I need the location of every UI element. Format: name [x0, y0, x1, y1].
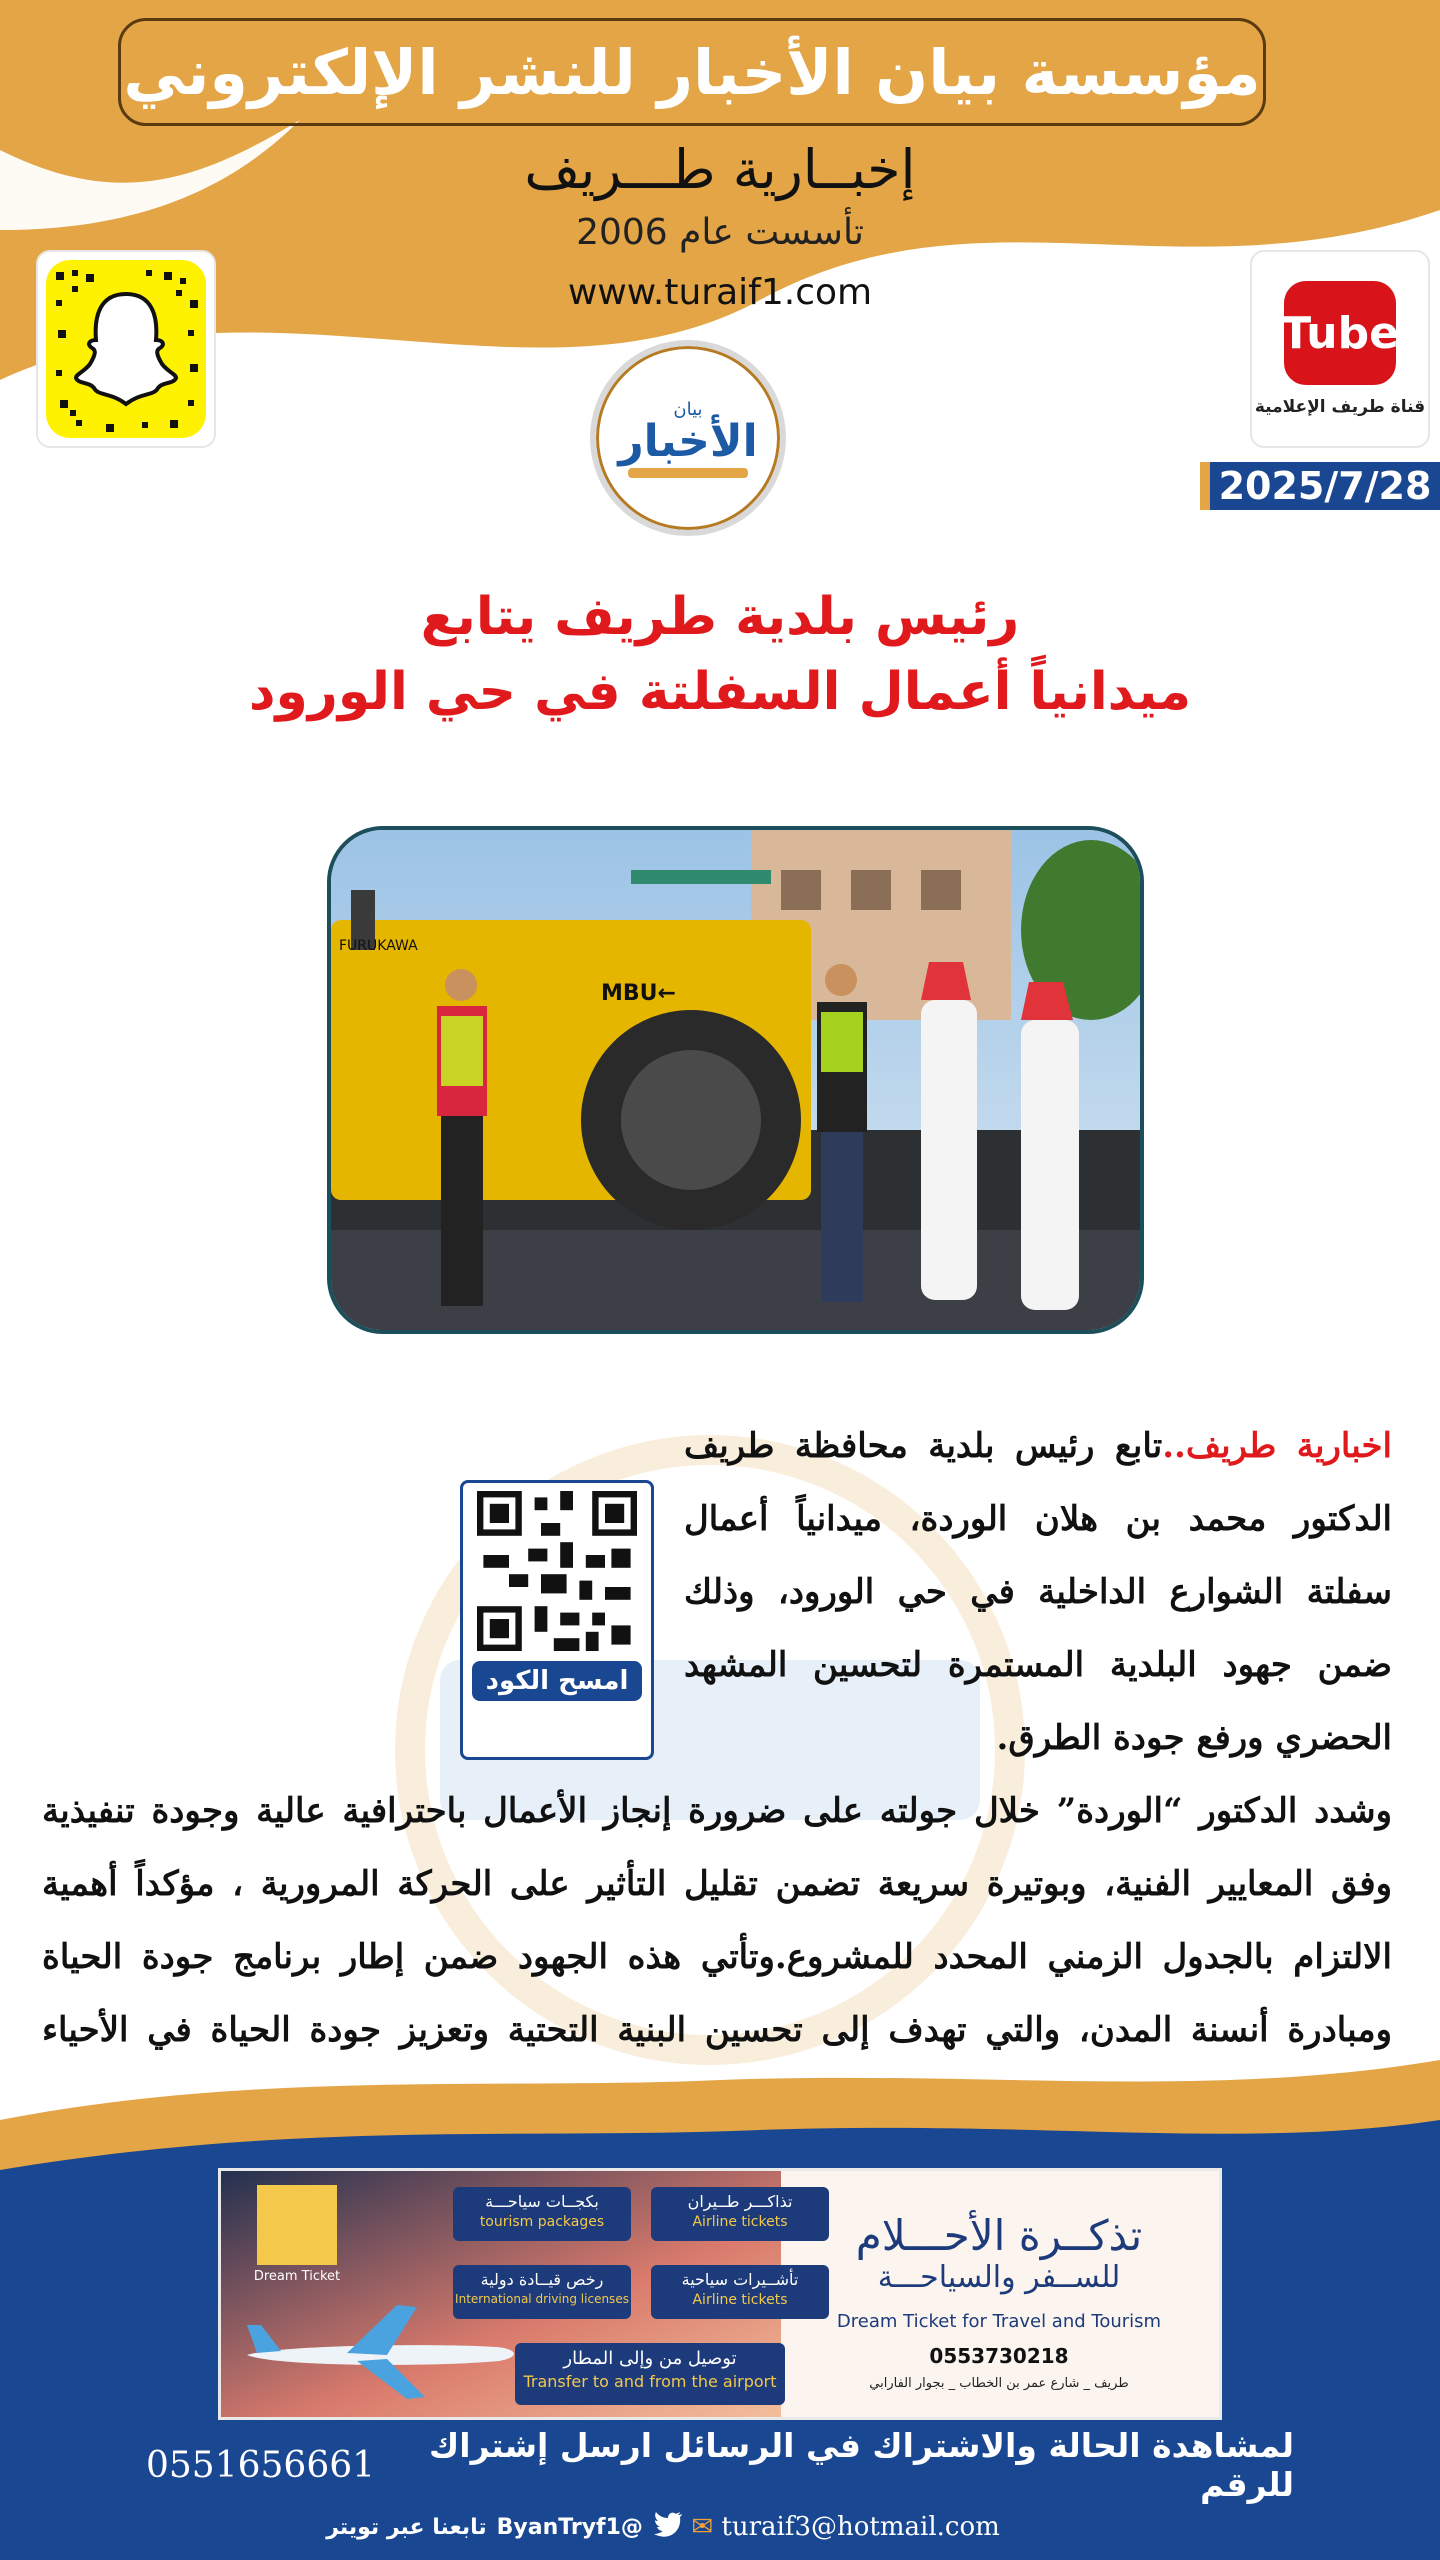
youtube-icon: Tube [1284, 281, 1396, 385]
service-airline-tickets: تذاكـــر طــيران Airline tickets [651, 2187, 829, 2241]
ad-snapchat-icon [257, 2185, 337, 2265]
ad-brand-sub: للســفر والسياحـــة [877, 2260, 1121, 2295]
article-paragraph-2: وشدد الدكتور “الوردة” خلال جولته على ضرورة إنجاز الأعمال باحترافية عالية وجودة تنفيذية وفق المعايير الفنية، وبوتيرة سريعة تضمن تقليل التأثير على الحركة المرورية ، مؤكداً أهمية الالتزام بالجدول الزمني المحدد للمشروع.وتأتي هذه الجهود ضمن إطار برنامج جودة الحياة ومبادرة أنسنة المدن، والتي تهدف إلى تحسين البنية التحتية وتعزيز جودة الحياة في الأحياء [42, 1791, 1392, 2050]
twitter-icon [653, 2511, 683, 2543]
service-driving-licenses: رخص قيــادة دولية International driving licenses [453, 2265, 631, 2319]
qr-scan-label: امسح الكود [472, 1661, 642, 1701]
service-tourism-packages: بكجــات سياحـــة tourism packages [453, 2187, 631, 2241]
logo-small-text: بيان [673, 398, 703, 420]
logo-big-text: الأخبار [618, 415, 758, 467]
twitter-contact[interactable] [326, 2511, 683, 2543]
ad-banner[interactable] [218, 2168, 1222, 2420]
headline-line-1: رئيس بلدية طريف يتابع [420, 587, 1020, 647]
ad-phone[interactable]: 0553730218 [929, 2344, 1069, 2368]
qr-code-box[interactable] [460, 1480, 654, 1760]
ad-brand-name: تذكــرة الأحـــلام [855, 2211, 1143, 2260]
ad-brand-english: Dream Ticket for Travel and Tourism [836, 2311, 1162, 2332]
email-contact[interactable] [691, 2512, 999, 2542]
service-airport-transfer: توصيل من وإلى المطار Transfer to and from the airport [515, 2343, 785, 2405]
ad-address: طريف _ شارع عمر بن الخطاب _ بجوار الفارابي [869, 2376, 1129, 2391]
roller-brand: FURUKAWA [339, 938, 418, 954]
institution-title: مؤسسة بيان الأخبار للنشر الإلكتروني [118, 18, 1266, 126]
site-logo [590, 340, 786, 536]
founded-year: تأسست عام 2006 [576, 212, 864, 253]
youtube-channel[interactable] [1250, 250, 1430, 448]
official-1 [921, 962, 977, 1300]
twitter-text: تابعنا عبر تويتر [326, 2514, 487, 2540]
article-paragraph-1 [42, 1410, 1392, 1775]
headline-line-2: ميدانياً أعمال السفلتة في حي الورود [248, 662, 1192, 723]
snapchat-icon [46, 260, 206, 438]
subscribe-text: لمشاهدة الحالة والاشتراك في الرسائل ارسل إشتراك للرقم [429, 2426, 1294, 2504]
website-link[interactable]: www.turaif1.com [567, 272, 873, 313]
snapchat-code[interactable] [36, 250, 216, 448]
worker-1 [437, 969, 487, 1306]
ad-snap-label: Dream Ticket [253, 2269, 341, 2284]
contact-bar [322, 2502, 1004, 2552]
article-lead: اخبارية طريف.. [1162, 1426, 1392, 1466]
subscribe-bar [146, 2426, 1294, 2504]
qr-code-icon [477, 1491, 637, 1651]
publish-date: 2025/7/28 [1200, 462, 1440, 510]
email-address: turaif3@hotmail.com [721, 2512, 1000, 2542]
article-paragraph-1-text: تابع رئيس بلدية محافظة طريف الدكتور محمد بن هلان الوردة، ميدانياً أعمال سفلتة الشوارع الداخلية في حي الورود، وذلك ضمن جهود البلدية المستمرة لتحسين المشهد الحضري ورفع جودة الطرق. [684, 1426, 1392, 1758]
youtube-label: قناة طريف الإعلامية [1254, 397, 1426, 417]
service-tourist-visas: تأشــيرات سياحية Airline tickets [651, 2265, 829, 2319]
email-icon: ✉ [691, 2512, 714, 2542]
subscribe-number[interactable]: 0551656661 [146, 2444, 376, 2486]
official-2 [1021, 982, 1079, 1310]
paper-name: إخبــارية طـــريف [524, 138, 916, 201]
article-headline [0, 580, 1440, 731]
worker-2 [817, 964, 867, 1302]
roller-label: MBU← [601, 981, 676, 1006]
ad-brand [809, 2211, 1189, 2391]
article-photo [327, 826, 1144, 1334]
twitter-handle: @ByanTryf1 [496, 2514, 643, 2540]
logo-underline [628, 468, 748, 478]
article-body [42, 1410, 1392, 2140]
